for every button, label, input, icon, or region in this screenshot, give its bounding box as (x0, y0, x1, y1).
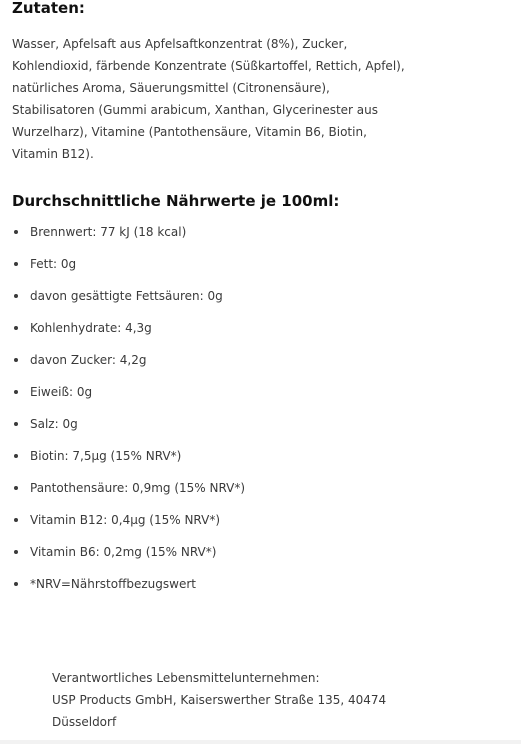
responsible-line: USP Products GmbH, Kaiserswerther Straße 135, 40474 (52, 693, 387, 707)
nutrition-item-text: Pantothensäure: 0,9mg (15% NRV*) (30, 481, 246, 495)
ingredients-heading: Zutaten: (12, 0, 85, 17)
nutrition-item-nrv-footnote (12, 573, 492, 605)
nutrition-list (12, 221, 492, 605)
nutrition-item-text: davon Zucker: 4,2g (30, 353, 147, 367)
bullet-icon (14, 390, 18, 394)
bullet-icon (14, 230, 18, 234)
ingredients-line: Wurzelharz), Vitamine (Pantothensäure, Vitamin B6, Biotin, (12, 125, 367, 139)
nutrition-item-biotin (12, 445, 492, 477)
bullet-icon (14, 518, 18, 522)
bullet-icon (14, 326, 18, 330)
bullet-icon (14, 486, 18, 490)
ingredients-line: Wasser, Apfelsaft aus Apfelsaftkonzentrat (8%), Zucker, (12, 37, 348, 51)
nutrition-item-sugar (12, 349, 492, 381)
nutrition-item-vitamin-b12 (12, 509, 492, 541)
nutrition-item-text: Kohlenhydrate: 4,3g (30, 321, 152, 335)
nutrition-item-protein (12, 381, 492, 413)
nutrition-heading: Durchschnittliche Nährwerte je 100ml: (12, 192, 340, 210)
bullet-icon (14, 358, 18, 362)
nutrition-item-text: Vitamin B12: 0,4µg (15% NRV*) (30, 513, 221, 527)
nutrition-item-carbohydrates (12, 317, 492, 349)
nutrition-item-salt (12, 413, 492, 445)
responsible-line: Düsseldorf (52, 715, 117, 729)
nutrition-item-text: *NRV=Nährstoffbezugswert (30, 577, 196, 591)
responsible-company-block (52, 667, 492, 733)
ingredients-line: Vitamin B12). (12, 147, 94, 161)
nutrition-item-text: davon gesättigte Fettsäuren: 0g (30, 289, 223, 303)
bullet-icon (14, 582, 18, 586)
ingredients-text (12, 33, 512, 165)
nutrition-item-text: Salz: 0g (30, 417, 78, 431)
bullet-icon (14, 550, 18, 554)
nutrition-item-energy (12, 221, 492, 253)
nutrition-item-text: Biotin: 7,5µg (15% NRV*) (30, 449, 182, 463)
ingredients-line: Stabilisatoren (Gummi arabicum, Xanthan, Glycerinester aus (12, 103, 378, 117)
ingredients-line: natürliches Aroma, Säuerungsmittel (Citronensäure), (12, 81, 330, 95)
ingredients-line: Kohlendioxid, färbende Konzentrate (Süßkartoffel, Rettich, Apfel), (12, 59, 405, 73)
nutrition-item-vitamin-b6 (12, 541, 492, 573)
nutrition-item-text: Vitamin B6: 0,2mg (15% NRV*) (30, 545, 217, 559)
nutrition-item-pantothenic-acid (12, 477, 492, 509)
bullet-icon (14, 294, 18, 298)
nutrition-item-saturated-fat (12, 285, 492, 317)
nutrition-item-text: Eiweiß: 0g (30, 385, 93, 399)
nutrition-item-text: Brennwert: 77 kJ (18 kcal) (30, 225, 187, 239)
responsible-line: Verantwortliches Lebensmittelunternehmen: (52, 671, 320, 685)
bullet-icon (14, 454, 18, 458)
bullet-icon (14, 262, 18, 266)
nutrition-item-text: Fett: 0g (30, 257, 77, 271)
bottom-divider (0, 740, 521, 744)
bullet-icon (14, 422, 18, 426)
nutrition-item-fat (12, 253, 492, 285)
